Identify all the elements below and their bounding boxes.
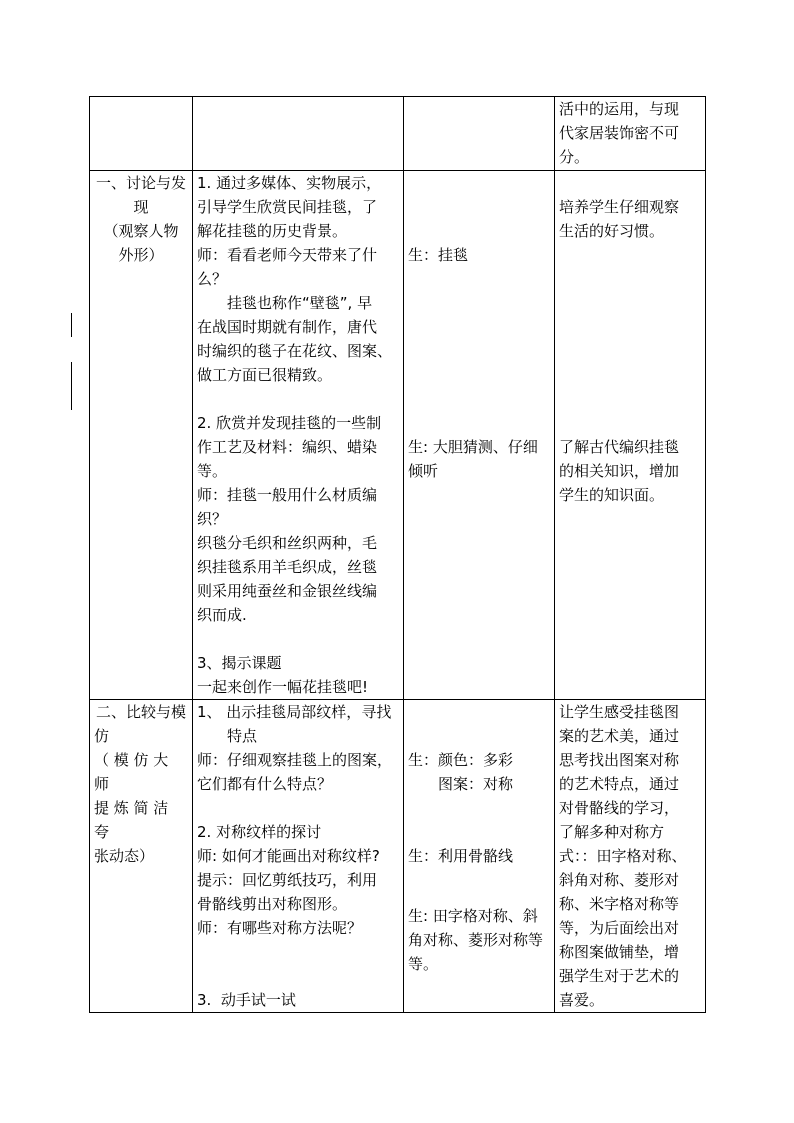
text-line: 引导学生欣赏民间挂毯，了	[197, 198, 378, 216]
text-line: 外形）	[118, 246, 164, 264]
cell-student	[404, 171, 555, 700]
text-line: 提示：回忆剪纸技巧，利用	[197, 871, 378, 889]
text-line: 3. 动手试一试	[197, 991, 296, 1009]
text-line: 式：：田字格对称、	[559, 847, 687, 865]
cell-teacher	[193, 97, 404, 171]
text-line: 等，为后面绘出对	[559, 919, 680, 937]
cell-purpose	[555, 171, 706, 700]
cell-stage	[90, 700, 193, 1013]
text-line: 作工艺及材料：编织、蜡染	[197, 438, 378, 456]
table-row	[90, 700, 706, 1013]
margin-mark-bottom	[71, 362, 72, 410]
text-line: 称图案做铺垫，增	[559, 943, 680, 961]
text-line: 培养学生仔细观察	[559, 198, 680, 216]
text-line: 斜角对称、菱形对	[559, 871, 680, 889]
cell-stage	[90, 97, 193, 171]
text-line: 仿	[94, 727, 110, 745]
text-line: 等。	[197, 462, 228, 480]
text-line: 在战国时期就有制作，唐代	[197, 318, 378, 336]
text-line: 案的艺术美，通过	[559, 727, 680, 745]
text-line: 织毯分毛织和丝织两种，毛	[197, 534, 378, 552]
text-line: 师：有哪些对称方法呢？	[197, 919, 363, 937]
text-line: 代家居装饰密不可	[559, 124, 680, 142]
text-line: （ 模 仿 大 师	[94, 751, 174, 793]
text-line: 3、揭示课题	[197, 654, 282, 672]
text-line: 图案：对称	[438, 775, 514, 793]
text-line: 现	[133, 198, 149, 216]
cell-student	[404, 700, 555, 1013]
cell-teacher	[193, 700, 404, 1013]
text-line: 的相关知识，增加	[559, 462, 680, 480]
text-line: 了解多种对称方	[559, 823, 665, 841]
text-line: 时编织的毯子在花纹、图案、	[197, 342, 393, 360]
table-row	[90, 97, 706, 171]
cell-student	[404, 97, 555, 171]
text-line: 织而成.	[197, 606, 247, 624]
text-line: 思考找出图案对称	[559, 751, 680, 769]
text-line: 学生的知识面。	[559, 486, 665, 504]
text-line: 提 炼 简 洁 夸	[94, 799, 174, 841]
text-line: 1、 出示挂毯局部纹样，寻找	[197, 703, 392, 721]
text-line: 倾听	[408, 462, 439, 480]
text-line: 张动态）	[94, 847, 155, 865]
text-line: 它们都有什么特点？	[197, 775, 333, 793]
text-line: 师：挂毯一般用什么材质编	[197, 486, 378, 504]
text-line: 一起来创作一幅花挂毯吧!	[197, 678, 369, 696]
text-line: 则采用纯蚕丝和金银丝线编	[197, 582, 378, 600]
text-line: 特点	[227, 727, 258, 745]
text-line: 活中的运用，与现	[559, 100, 680, 118]
text-line: 生: 田字格对称、斜	[408, 907, 538, 925]
text-line: 2. 对称纹样的探讨	[197, 823, 322, 841]
text-line: 织挂毯系用羊毛织成，丝毯	[197, 558, 378, 576]
text-line: 师: 如何才能画出对称纹样?	[197, 847, 380, 865]
text-line: 骨骼线剪出对称图形。	[197, 895, 348, 913]
text-line: 生活的好习惯。	[559, 222, 665, 240]
text-line: 分。	[559, 148, 590, 166]
text-line: 喜爱。	[559, 991, 605, 1009]
text-line: 师：看看老师今天带来了什	[197, 246, 378, 264]
margin-mark-top	[71, 313, 72, 337]
text-line: 么？	[197, 270, 228, 288]
text-line: 生：颜色：多彩	[408, 751, 514, 769]
text-line: 等。	[408, 955, 439, 973]
cell-teacher	[193, 171, 404, 700]
text-line: 一、讨论与发	[95, 174, 186, 192]
text-line: 生：挂毯	[408, 246, 469, 264]
cell-purpose	[555, 700, 706, 1013]
text-line: 的艺术特点，通过	[559, 775, 680, 793]
text-line: 解花挂毯的历史背景。	[197, 222, 348, 240]
text-line: 生: 大胆猜测、仔细	[408, 438, 538, 456]
cell-stage	[90, 171, 193, 700]
text-line: 2. 欣赏并发现挂毯的一些制	[197, 414, 382, 432]
text-line: 做工方面已很精致。	[197, 366, 333, 384]
text-line: 织？	[197, 510, 228, 528]
text-line: 称、米字格对称等	[559, 895, 680, 913]
text-line: （观察人物	[103, 222, 179, 240]
text-line: 生：利用骨骼线	[408, 847, 514, 865]
text-line: 挂毯也称作“壁毯”, 早	[227, 294, 373, 312]
text-line: 角对称、菱形对称等	[408, 931, 544, 949]
text-line: 师：仔细观察挂毯上的图案，	[197, 751, 393, 769]
text-line: 了解古代编织挂毯	[559, 438, 680, 456]
lesson-plan-table	[89, 96, 706, 1013]
text-line: 对骨骼线的学习，	[559, 799, 680, 817]
text-line: 强学生对于艺术的	[559, 967, 680, 985]
text-line: 二、比较与模	[95, 703, 186, 721]
table-row	[90, 171, 706, 700]
text-line: 1. 通过多媒体、实物展示，	[197, 174, 382, 192]
text-line: 让学生感受挂毯图	[559, 703, 680, 721]
cell-purpose	[555, 97, 706, 171]
